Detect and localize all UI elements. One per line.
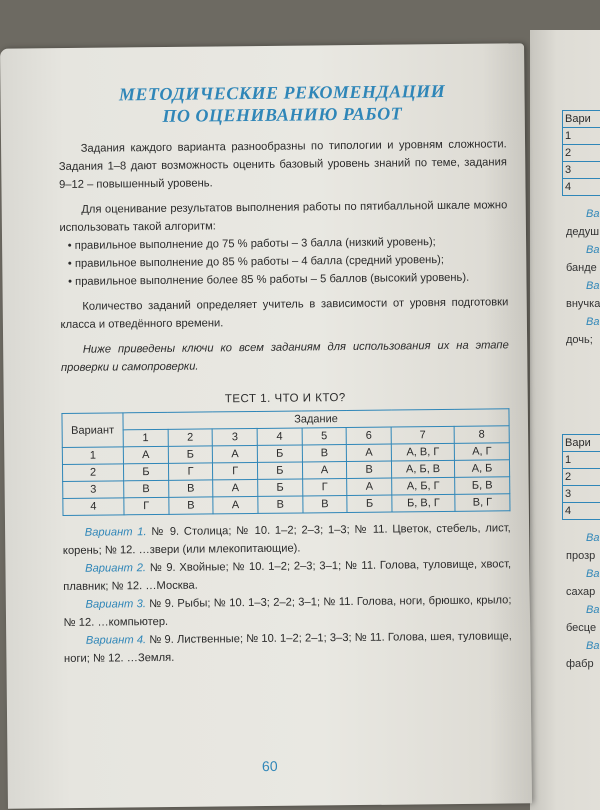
- task-number: 8: [454, 426, 509, 444]
- variant-answer-text: № 9. Рыбы; № 10. 1–3; 2–2; 3–1; № 11. Голова, ноги, брюшко, крыло; № 12. …компьютер.: [64, 594, 512, 629]
- right-table-cell: 1: [563, 452, 600, 469]
- variant-cell: 4: [63, 498, 124, 516]
- right-fragment: сахар: [566, 586, 595, 598]
- answer-cell: А: [213, 496, 258, 513]
- right-fragment: Ва: [586, 208, 599, 220]
- right-fragment: дочь;: [566, 334, 593, 346]
- right-fragment: бесце: [566, 622, 596, 634]
- right-table-cell: 1: [563, 128, 600, 145]
- paragraph-intro: Задания каждого варианта разнообразны по типологии и уровням сложности. Задания 1–8 дают возможность оценить базовый уровень знаний по теме, задания 9–12 – повышенный уровень.: [59, 135, 508, 194]
- answer-cell: А: [302, 461, 347, 478]
- answer-cell: В: [168, 480, 213, 497]
- answer-cell: Г: [213, 462, 258, 479]
- header-variant: Вариант: [62, 413, 123, 448]
- answer-cell: Б: [123, 463, 168, 480]
- answer-cell: Г: [124, 497, 169, 514]
- answer-cell: А: [213, 445, 258, 462]
- answer-cell: А, В, Г: [391, 443, 454, 461]
- variant-label: Вариант 1.: [85, 526, 147, 539]
- answer-cell: А, Б, В: [391, 460, 454, 478]
- task-number: 1: [123, 429, 168, 446]
- answer-cell: Г: [302, 478, 347, 495]
- bullet-item: • правильное выполнение до 75 % работы – 3 балла (низкий уровень);: [60, 232, 508, 255]
- right-fragment: дедуш: [566, 226, 599, 238]
- answer-variant-1: [63, 519, 511, 560]
- right-table-cell: 4: [563, 179, 600, 196]
- answer-key-table: [61, 408, 510, 516]
- answer-cell: А: [213, 479, 258, 496]
- task-number: 5: [302, 427, 347, 444]
- answer-cell: В: [258, 496, 303, 513]
- answer-variant-4: [64, 627, 512, 668]
- answer-cell: Б: [168, 446, 213, 463]
- bullet-item: • правильное выполнение до 85 % работы – 4 балла (средний уровень);: [60, 250, 508, 273]
- answer-cell: А: [347, 444, 392, 461]
- right-table-2: [562, 434, 600, 520]
- answer-cell: А, Б: [454, 460, 509, 478]
- right-fragment: внучка: [566, 298, 600, 310]
- answer-cell: В: [302, 495, 347, 512]
- right-fragment: Ва: [586, 244, 599, 256]
- variant-label: Вариант 2.: [85, 562, 146, 575]
- right-table-cell: 3: [563, 486, 600, 503]
- task-number: 2: [168, 429, 213, 446]
- variant-answer-text: № 9. Столица; № 10. 1–2; 2–3; 1–3; № 11. Цветок, стебель, лист, корень; № 12. …звери (или млекопитающие).: [63, 522, 511, 557]
- paragraph-algorithm: Для оценивание результатов выполнения работы по пятибалльной шкале можно использовать такой алгоритм:: [59, 196, 507, 237]
- right-table-cell: 2: [563, 145, 600, 162]
- answer-cell: Б, В, Г: [392, 494, 455, 512]
- page-title: [58, 79, 506, 128]
- right-table-cell: Вари: [563, 111, 600, 128]
- right-fragment: банде: [566, 262, 597, 274]
- page-content: [58, 79, 512, 668]
- answer-variant-3: [63, 591, 511, 632]
- answer-cell: Б: [258, 479, 303, 496]
- answer-cell: Г: [168, 463, 213, 480]
- table-row: [63, 494, 510, 516]
- task-number: 4: [257, 428, 302, 445]
- title-line-2: ПО ОЦЕНИВАНИЮ РАБОТ: [58, 101, 506, 128]
- variant-cell: 1: [62, 447, 123, 465]
- answers-list: [63, 519, 512, 668]
- right-fragment: Ва: [586, 568, 599, 580]
- answer-cell: В: [302, 444, 347, 461]
- variant-label: Вариант 4.: [86, 634, 146, 647]
- page-number: 60: [262, 758, 278, 774]
- answer-cell: А, Б, Г: [392, 477, 455, 495]
- answer-cell: Б: [257, 445, 302, 462]
- right-fragment: фабр: [566, 658, 594, 670]
- variant-cell: 2: [62, 464, 123, 482]
- right-fragment: Ва: [586, 640, 599, 652]
- answer-cell: Б: [257, 462, 302, 479]
- right-fragment: прозр: [566, 550, 595, 562]
- right-fragment: Ва: [586, 532, 599, 544]
- right-fragment: Ва: [586, 280, 599, 292]
- right-table-cell: Вари: [563, 435, 600, 452]
- variant-cell: 3: [63, 481, 124, 499]
- right-fragment: Ва: [586, 316, 599, 328]
- variant-answer-text: № 9. Лиственные; № 10. 1–2; 2–1; 3–3; № 11. Голова, шея, туловище, ноги; № 12. …Земля.: [64, 630, 512, 665]
- answer-cell: А, Г: [454, 443, 509, 461]
- answer-cell: В: [124, 480, 169, 497]
- variant-answer-text: № 9. Хвойные; № 10. 1–2; 2–3; 3–1; № 11. Голова, туловище, хвост, плавник; № 12. …Москва.: [63, 558, 511, 593]
- answer-cell: Б, В: [455, 477, 510, 495]
- header-task: Задание: [123, 409, 509, 430]
- bullet-item: • правильное выполнение более 85 % работы – 5 баллов (высокий уровень).: [60, 268, 508, 291]
- answer-cell: А: [347, 478, 392, 495]
- answer-cell: А: [123, 446, 168, 463]
- answer-cell: В, Г: [455, 494, 510, 512]
- paragraph-keys: Ниже приведены ключи ко всем заданиям для использования их на этапе проверки и самопроверки.: [61, 336, 509, 377]
- answer-variant-2: [63, 555, 511, 596]
- test-title: ТЕСТ 1. ЧТО И КТО?: [61, 390, 509, 407]
- task-number: 7: [391, 426, 454, 444]
- answer-cell: В: [347, 461, 392, 478]
- paragraph-task-count: Количество заданий определяет учитель в зависимости от уровня подготовки класса и отведённого времени.: [60, 293, 508, 334]
- title-line-1: МЕТОДИЧЕСКИЕ РЕКОМЕНДАЦИИ: [58, 79, 506, 106]
- task-number: 3: [212, 428, 257, 445]
- right-fragment: Ва: [586, 604, 599, 616]
- answer-cell: Б: [347, 495, 392, 512]
- right-table-1: [562, 110, 600, 196]
- right-table-cell: 4: [563, 503, 600, 520]
- task-number: 6: [346, 427, 391, 444]
- right-table-cell: 2: [563, 469, 600, 486]
- answer-cell: В: [168, 497, 213, 514]
- variant-label: Вариант 3.: [85, 598, 146, 611]
- right-table-cell: 3: [563, 162, 600, 179]
